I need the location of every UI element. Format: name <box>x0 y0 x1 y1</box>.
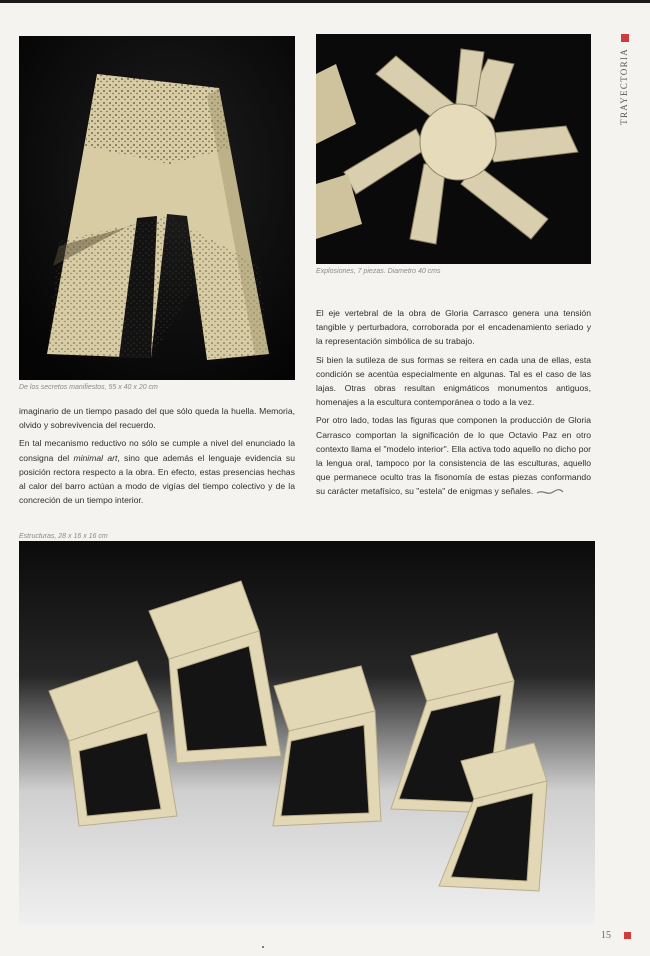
top-rule <box>0 0 650 3</box>
photo-estructuras <box>19 541 595 925</box>
paragraph: El eje vertebral de la obra de Gloria Carrasco genera una tensión tangible y perturbadora, corroborada por el encadenamiento seriado y la representación simbólica de su trabajo. <box>316 308 591 347</box>
accent-square-icon <box>621 34 629 42</box>
section-label: TRAYECTORIA <box>619 48 629 125</box>
paragraph: Si bien la sutileza de sus formas se reitera en cada una de ellas, esta condición se acentúa especialmente en algunas. Tal es el caso de las lajas. Otras obras resultan enigmáticos monumentos antiguos, homenajes a la escultura contemporánea o todo a la vez. <box>316 354 591 408</box>
swash-ornament-icon <box>536 488 564 496</box>
caption-estructuras: Estructuras, 28 x 16 x 16 cm <box>19 533 108 540</box>
emphasis-text: minimal art <box>73 452 118 463</box>
text-run: Por otro lado, todas las figuras que componen la producción de Gloria Carrasco comportan la significación de lo que Octavio Paz en otro contexto llama el "modelo interior". Ella activa todo aquello no dicho por la lengua oral, tampoco por la consistencia de las esculturas, aquello que permanece oculto tras la fisonomía de estas piezas conformando su carácter metafísico, su "estela" de enigmas y señales. <box>316 415 591 497</box>
caption-explosiones: Explosiones, 7 piezas. Diametro 40 cms <box>316 268 441 275</box>
sculpture-arch-image <box>19 36 295 380</box>
paragraph <box>19 436 295 507</box>
speck-mark <box>262 946 264 948</box>
paragraph <box>316 413 591 498</box>
section-sidebar <box>619 34 633 134</box>
photo-secretos-manifiestos <box>19 36 295 380</box>
left-text-column <box>19 404 295 511</box>
sculptures-group-image <box>19 541 595 925</box>
page-number: 15 <box>601 930 611 941</box>
photo-explosiones <box>316 34 591 264</box>
sculpture-star-image <box>316 34 591 264</box>
text-run: , sino que además el lenguaje evidencia su posición rectora respecto a la obra. En efecto, estas presencias hechas al calor del barro actúan a modo de vigías del tiempo colectivo y de la concreción de un tiempo interior. <box>19 452 295 506</box>
page-number-square-icon <box>624 932 631 939</box>
right-text-column <box>316 306 591 503</box>
paragraph: imaginario de un tiempo pasado del que sólo queda la huella. Memoria, olvido y sobrevivencia del recuerdo. <box>19 406 295 431</box>
text-run: En tal mecanismo reductivo no sólo se cumple a nivel del enunciado la consigna del <box>19 438 295 463</box>
caption-secretos: De los secretos manifiestos, 55 x 40 x 20 cm <box>19 384 158 391</box>
